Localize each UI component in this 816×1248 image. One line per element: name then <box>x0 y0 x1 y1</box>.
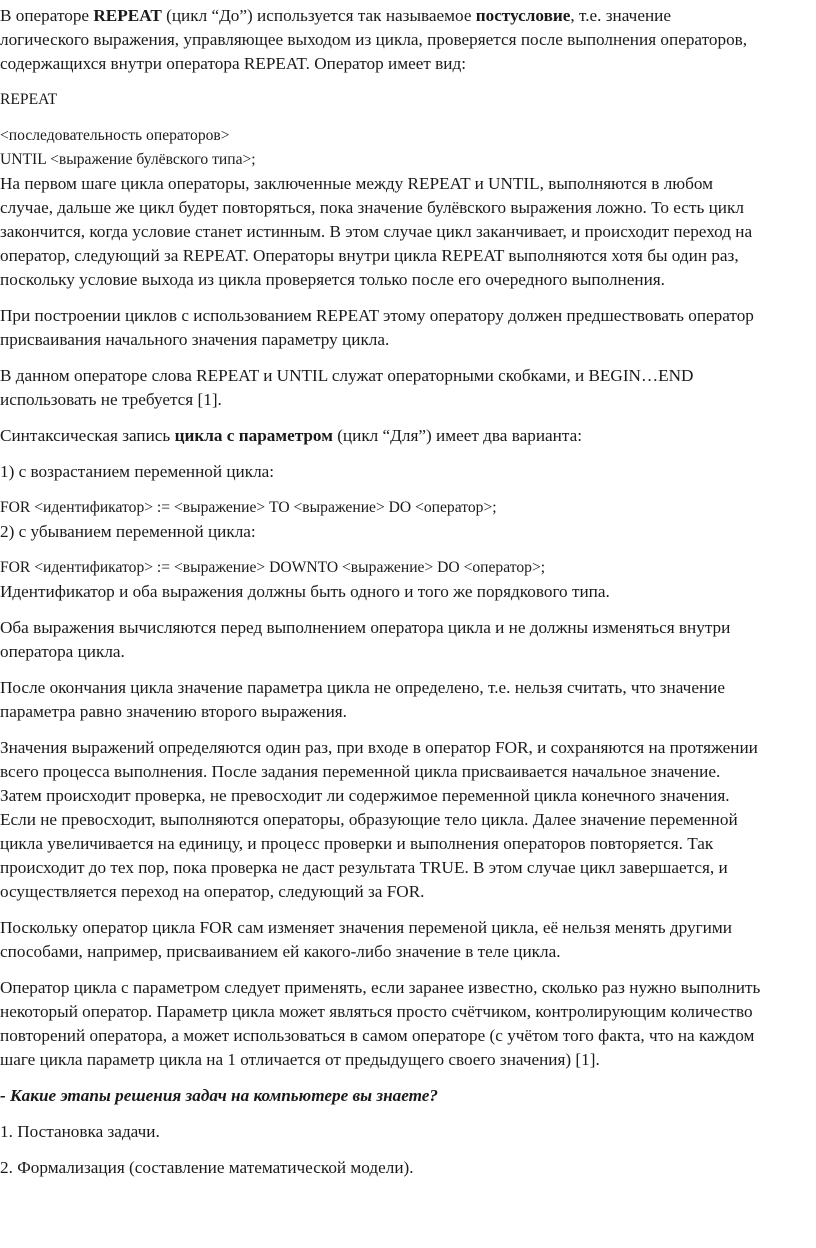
text-line: некоторый оператор. Параметр цикла может являться просто счётчиком, контролирующим количество <box>0 1002 753 1021</box>
text-line: способами, например, присваиванием ей какого-либо значение в теле цикла. <box>0 942 561 961</box>
paragraph-repeat-intro <box>0 4 816 76</box>
text-line <box>0 424 816 448</box>
text-line: Если не превосходит, выполняются операторы, образующие тело цикла. Далее значение переменной <box>0 810 738 829</box>
question-heading: - Какие этапы решения задач на компьютере вы знаете? <box>0 1086 439 1105</box>
text-line: Оператор цикла с параметром следует применять, если заранее известно, сколько раз нужно выполнить <box>0 978 761 997</box>
text-run: (цикл “До”) используется так называемое <box>161 6 476 25</box>
list-item-1: 1. Постановка задачи. <box>0 1122 160 1141</box>
text-line: На первом шаге цикла операторы, заключенные между REPEAT и UNTIL, выполняются в любом <box>0 174 713 193</box>
bold-term: постусловие <box>475 6 571 25</box>
text-line: содержащихся внутри оператора REPEAT. Оператор имеет вид: <box>0 54 466 73</box>
text-line: присваивания начального значения параметру цикла. <box>0 330 390 349</box>
text-line: поскольку условие выхода из цикла проверяется только после его очередного выполнения. <box>0 270 665 289</box>
paragraph-for-variable <box>0 916 816 964</box>
text-line: повторений оператора, а может использоваться в самом операторе (с учётом того факта, что на каждом <box>0 1026 755 1045</box>
text-run: , т.е. значение <box>570 6 671 25</box>
list-item-increment: 1) с возрастанием переменной цикла: <box>0 462 275 481</box>
text-line: всего процесса выполнения. После задания переменной цикла присваивается начальное значение. <box>0 762 721 781</box>
text-line: оператора цикла. <box>0 642 125 661</box>
text-line: Оба выражения вычисляются перед выполнением оператора цикла и не должны изменяться внутри <box>0 618 731 637</box>
paragraph-repeat-brackets <box>0 364 816 412</box>
text-line: шаге цикла параметр цикла на 1 отличается от предыдущего своего значения) [1]. <box>0 1050 600 1069</box>
text-line: Поскольку оператор цикла FOR сам изменяет значения переменой цикла, её нельзя менять другими <box>0 918 732 937</box>
paragraph-for-expressions <box>0 616 816 664</box>
paragraph-for-usage <box>0 976 816 1072</box>
paragraph-repeat-behavior <box>0 172 816 292</box>
list-item-2: 2. Формализация (составление математической модели). <box>0 1158 414 1177</box>
text-run: Синтаксическая запись <box>0 426 175 445</box>
text-line: закончится, когда условие станет истинным. В этом случае цикл заканчивает, и происходит переход на <box>0 222 753 241</box>
text-line: логического выражения, управляющее выходом из цикла, проверяется после выполнения операторов, <box>0 30 748 49</box>
text-line: цикла увеличивается на единицу, и процесс проверки и выполнения операторов повторяется. Так <box>0 834 714 853</box>
text-line: использовать не требуется [1]. <box>0 390 222 409</box>
text-line: Значения выражений определяются один раз, при входе в оператор FOR, и сохраняются на протяжении <box>0 738 758 757</box>
paragraph-for-syntax <box>0 424 816 448</box>
text-line: оператор, следующий за REPEAT. Операторы внутри цикла REPEAT выполняются хотя бы один раз, <box>0 246 739 265</box>
text-run: (цикл “Для”) имеет два варианта: <box>332 426 582 445</box>
text-line: После окончания цикла значение параметра цикла не определено, т.е. нельзя считать, что значение <box>0 678 725 697</box>
code-until: UNTIL <выражение булёвского типа>; <box>0 151 256 168</box>
text-line: При построении циклов с использованием REPEAT этому оператору должен предшествовать оператор <box>0 306 754 325</box>
text-line: В данном операторе слова REPEAT и UNTIL служат операторными скобками, и BEGIN…END <box>0 366 694 385</box>
paragraph-for-types: Идентификатор и оба выражения должны быть одного и того же порядкового типа. <box>0 582 610 601</box>
paragraph-for-after <box>0 676 816 724</box>
list-item-decrement: 2) с убыванием переменной цикла: <box>0 522 256 541</box>
paragraph-for-process <box>0 736 816 904</box>
text-line: осуществляется переход на оператор, следующий за FOR. <box>0 882 425 901</box>
code-sequence: <последовательность операторов> <box>0 127 230 144</box>
code-for-to: FOR <идентификатор> := <выражение> TO <выражение> DO <оператор>; <box>0 499 497 516</box>
code-repeat: REPEAT <box>0 91 58 108</box>
text-line: случае, дальше же цикл будет повторяться, пока значение булёвского выражения ложно. То есть цикл <box>0 198 744 217</box>
bold-keyword: REPEAT <box>93 6 162 25</box>
text-line <box>0 4 816 28</box>
code-for-downto: FOR <идентификатор> := <выражение> DOWNTO <выражение> DO <оператор>; <box>0 559 546 576</box>
text-line: происходит до тех пор, пока проверка не даст результата TRUE. В этом случае цикл завершается, и <box>0 858 728 877</box>
text-line: параметра равно значению второго выражения. <box>0 702 347 721</box>
text-line: Затем происходит проверка, не превосходит ли содержимое переменной цикла конечного значения. <box>0 786 730 805</box>
bold-term: цикла с параметром <box>174 426 333 445</box>
paragraph-repeat-init <box>0 304 816 352</box>
text-run: В операторе <box>0 6 94 25</box>
